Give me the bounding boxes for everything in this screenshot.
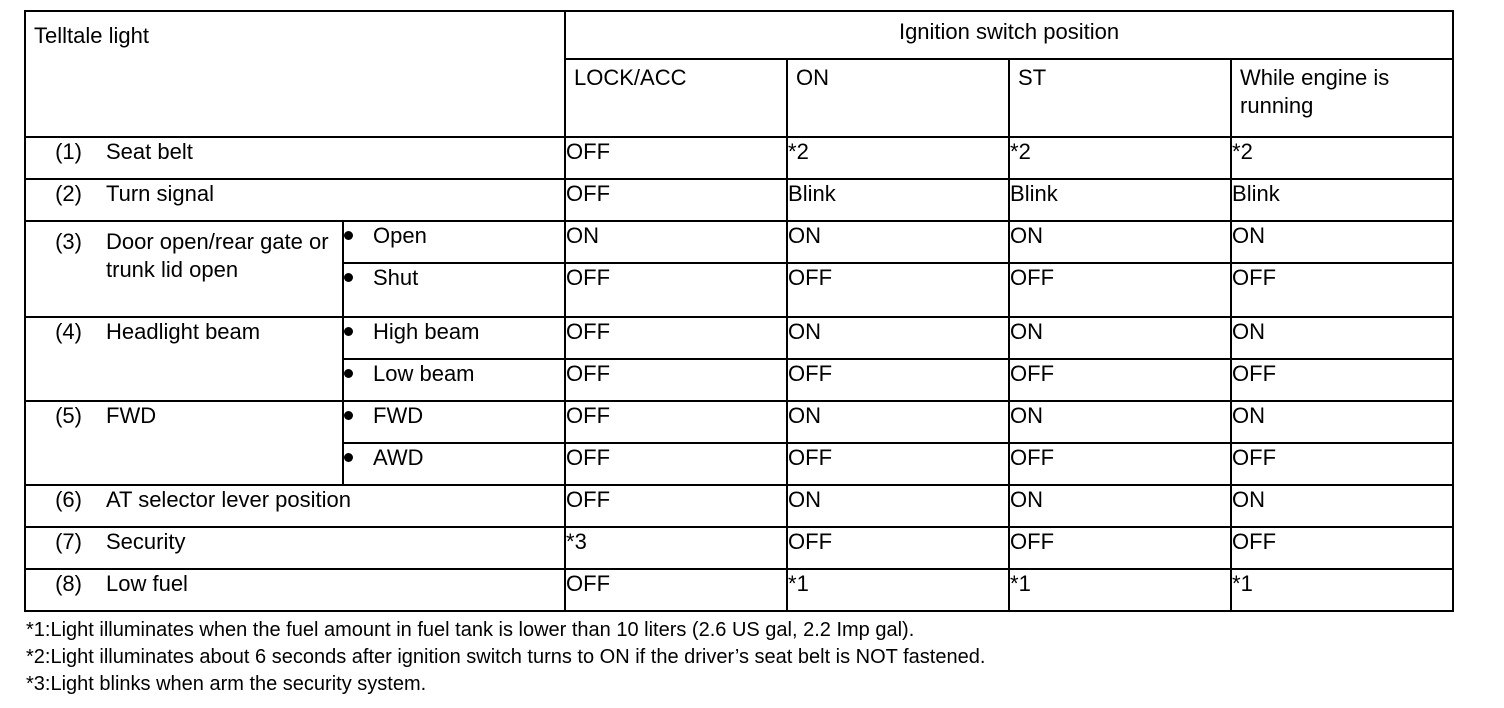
row-label [25,137,565,179]
row-label [25,401,343,485]
col-header-lock-acc: LOCK/ACC [565,59,787,137]
row-item: Turn signal [106,181,215,206]
cell-value: *1 [1231,569,1453,611]
row-label [25,317,343,401]
footnote-3: *3:Light blinks when arm the security system. [26,673,427,695]
cell-value: ON [787,317,1009,359]
cell-value: Blink [1009,179,1231,221]
sub-item-label: High beam [373,319,480,344]
sub-item-fwd [343,401,565,443]
row-label [25,485,565,527]
sub-item-high-beam [343,317,565,359]
cell-value: OFF [1009,527,1231,569]
table-row [25,485,1453,527]
sub-item-low-beam [343,359,565,401]
row-number: (8) [55,571,82,596]
row-number: (5) [55,403,82,428]
ignition-header: Ignition switch position [565,11,1453,59]
bullet-icon [344,411,353,420]
cell-value: *3 [565,527,787,569]
cell-value: OFF [1009,263,1231,317]
col-header-on: ON [787,59,1009,137]
cell-value: ON [1231,401,1453,443]
cell-value: ON [1231,485,1453,527]
table-row [25,137,1453,179]
row-item: Seat belt [106,139,193,164]
sub-item-label: Low beam [373,361,475,386]
row-number: (7) [55,529,82,554]
bullet-icon [344,273,353,282]
footnotes [26,617,985,698]
cell-value: ON [787,221,1009,263]
cell-value: OFF [565,401,787,443]
cell-value: OFF [787,263,1009,317]
row-label [25,569,565,611]
cell-value: OFF [565,137,787,179]
cell-value: OFF [565,443,787,485]
cell-value: OFF [787,527,1009,569]
cell-value: OFF [787,359,1009,401]
cell-value: ON [787,485,1009,527]
sub-item-shut [343,263,565,317]
table-row [25,401,1453,443]
cell-value: *2 [1009,137,1231,179]
col-header-running: While engine is running [1231,59,1453,137]
row-item: Door open/rear gate or trunk lid open [106,229,329,282]
row-label [25,527,565,569]
table-row [25,569,1453,611]
sub-item-label: Open [373,223,427,248]
footnote-2: *2:Light illuminates about 6 seconds after ignition switch turns to ON if the driver’s seat belt is NOT fastened. [26,646,986,668]
cell-value: *2 [1231,137,1453,179]
row-item: AT selector lever position [106,487,351,512]
cell-value: OFF [1231,263,1453,317]
col-header-st: ST [1009,59,1231,137]
cell-value: *1 [1009,569,1231,611]
row-item: Security [106,529,186,554]
cell-value: ON [1009,485,1231,527]
cell-value: *2 [787,137,1009,179]
cell-value: ON [1231,221,1453,263]
cell-value: ON [1009,401,1231,443]
telltale-table [24,10,1454,612]
cell-value: ON [565,221,787,263]
cell-value: OFF [1231,359,1453,401]
cell-value: ON [1009,317,1231,359]
row-number: (2) [55,181,82,206]
sub-item-open [343,221,565,263]
row-item: FWD [106,403,157,428]
cell-value: OFF [565,179,787,221]
cell-value: ON [1231,317,1453,359]
table-row [25,527,1453,569]
sub-item-label: Shut [373,265,419,290]
sub-item-awd [343,443,565,485]
row-item: Low fuel [106,571,188,596]
row-number: (1) [55,139,82,164]
cell-value: OFF [565,317,787,359]
table-row [25,317,1453,359]
row-label [25,221,343,317]
row-number: (6) [55,487,82,512]
bullet-icon [344,327,353,336]
row-item: Headlight beam [106,319,261,344]
cell-value: OFF [565,263,787,317]
cell-value: OFF [1231,443,1453,485]
cell-value: OFF [1009,359,1231,401]
bullet-icon [344,369,353,378]
row-number: (3) [55,229,82,254]
row-label [25,179,565,221]
table-row [25,221,1453,263]
table-row [25,179,1453,221]
cell-value: ON [787,401,1009,443]
sub-item-label: AWD [373,445,424,470]
cell-value: OFF [1009,443,1231,485]
telltale-header: Telltale light [25,11,565,137]
cell-value: *1 [787,569,1009,611]
footnote-1: *1:Light illuminates when the fuel amount in fuel tank is lower than 10 liters (2.6 US gal, 2.2 Imp gal). [26,619,915,641]
cell-value: ON [1009,221,1231,263]
cell-value: OFF [565,569,787,611]
cell-value: OFF [1231,527,1453,569]
row-number: (4) [55,319,82,344]
cell-value: OFF [565,359,787,401]
cell-value: Blink [1231,179,1453,221]
cell-value: Blink [787,179,1009,221]
bullet-icon [344,453,353,462]
sub-item-label: FWD [373,403,424,428]
cell-value: OFF [565,485,787,527]
cell-value: OFF [787,443,1009,485]
bullet-icon [344,231,353,240]
